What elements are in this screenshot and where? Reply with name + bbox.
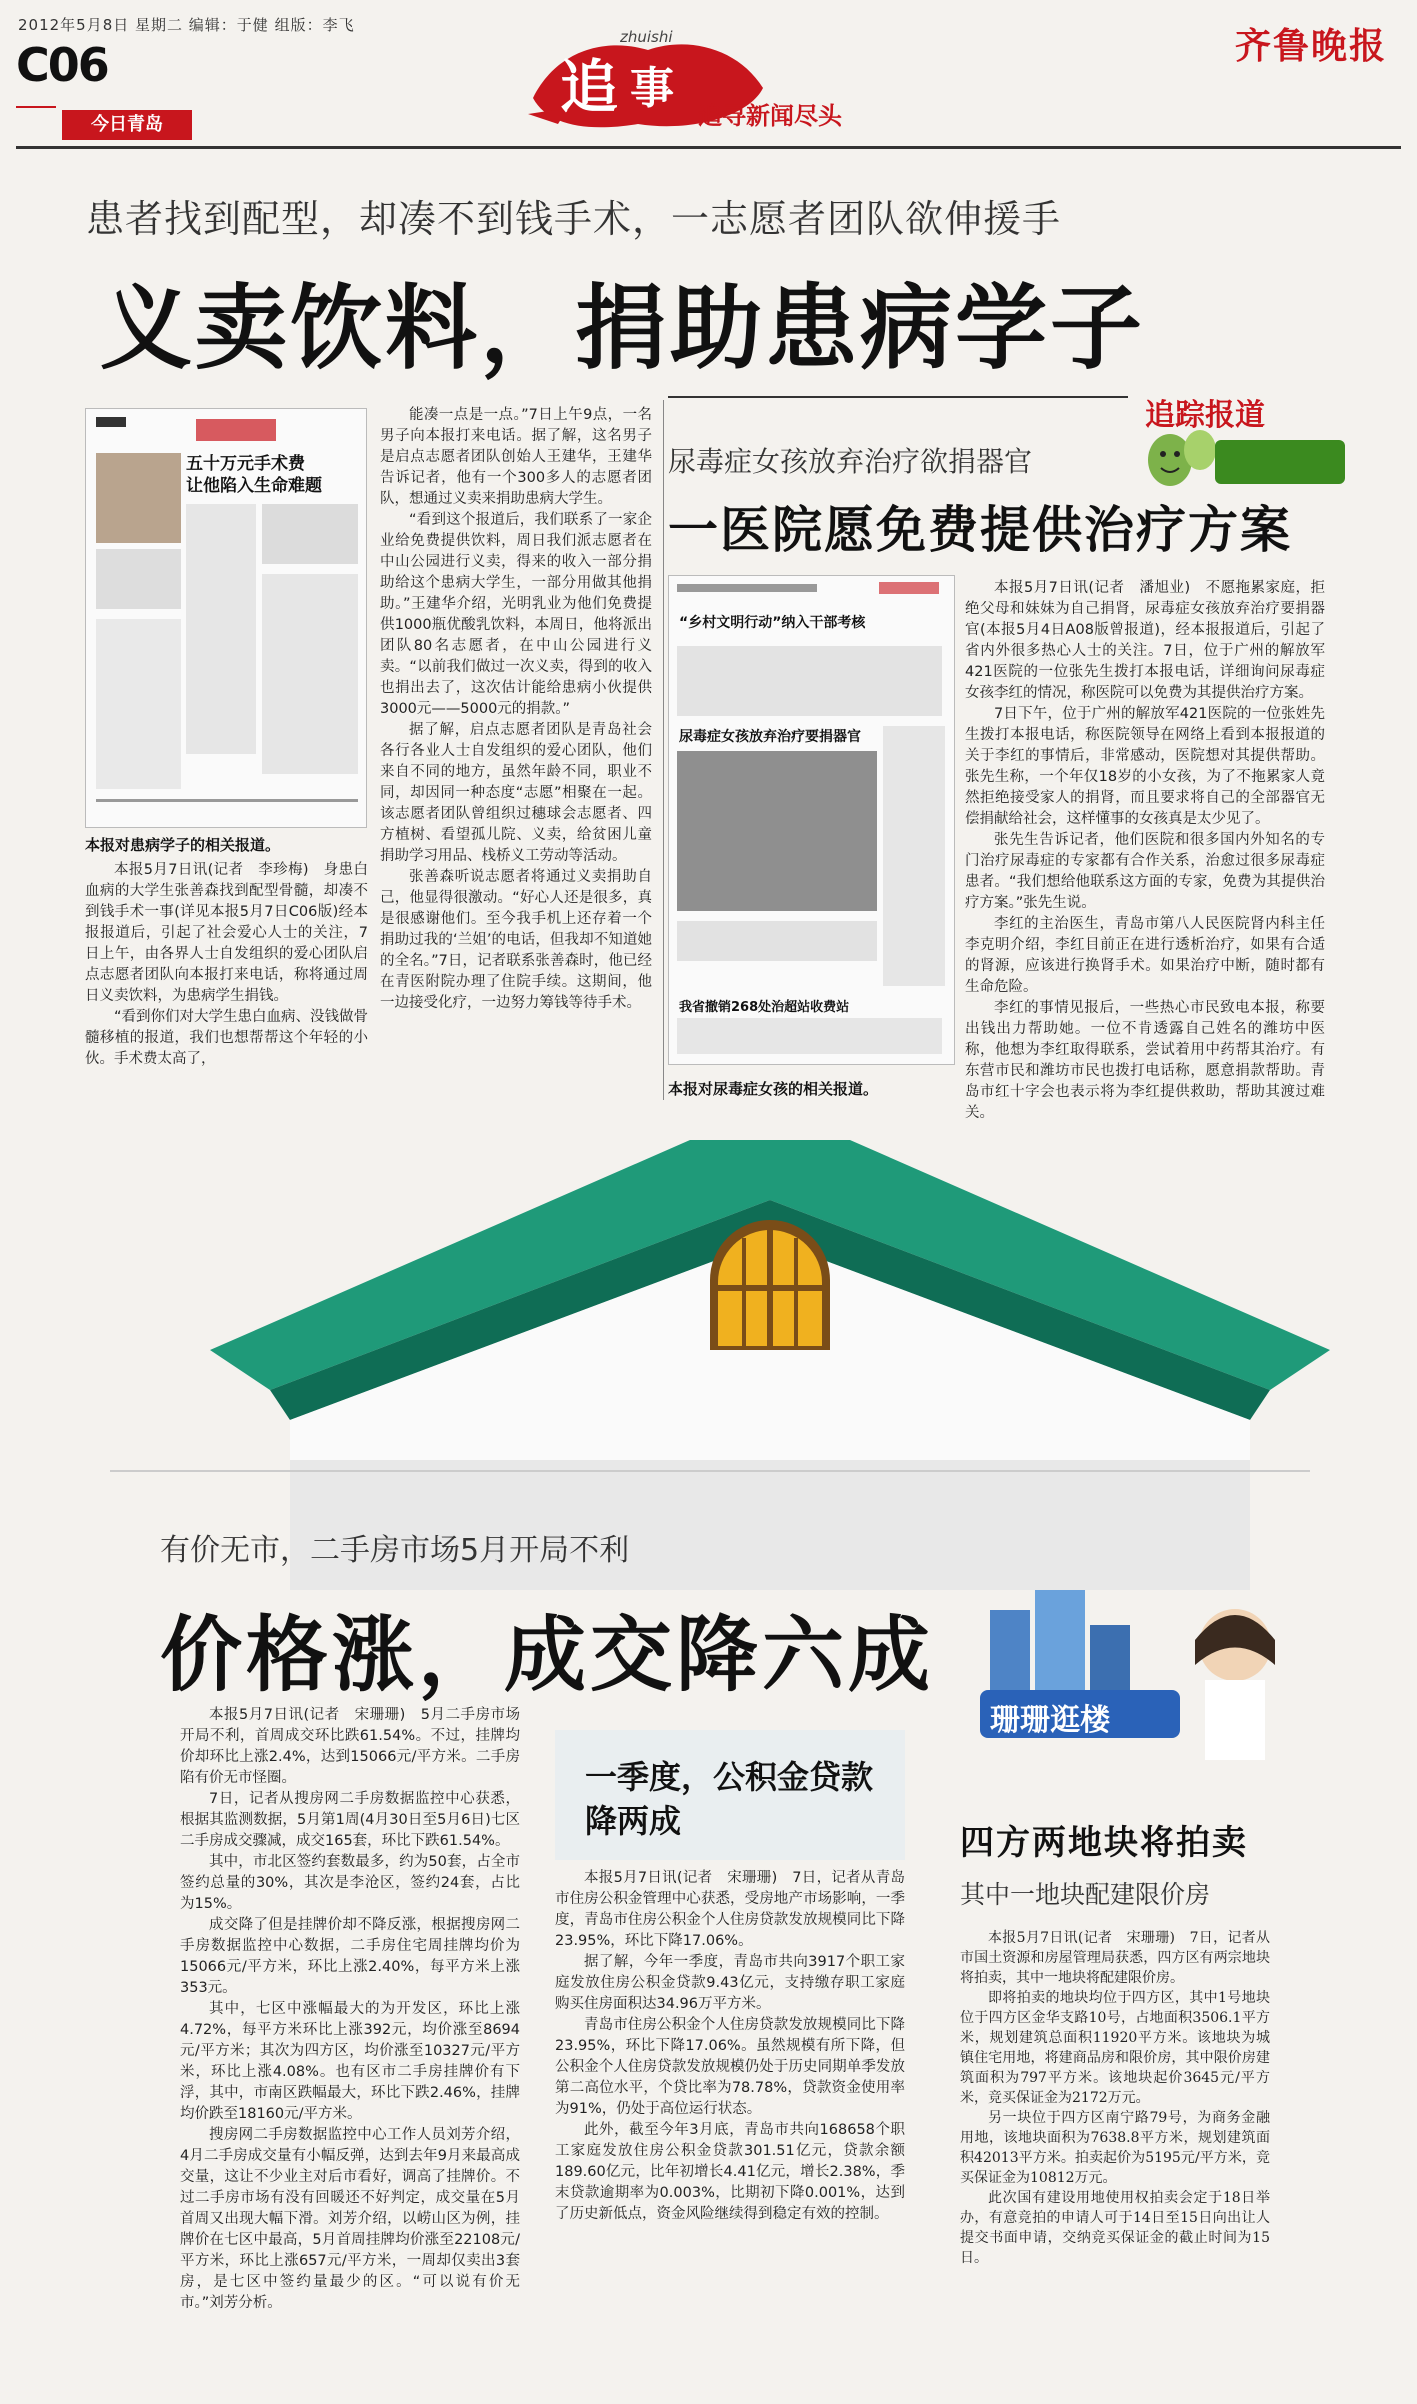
story1-col2-para: 据了解，启点志愿者团队是青岛社会各行各业人士自发组织的爱心团队，他们来自不同的地方，虽然年龄不同，职业不同，却因同一种态度“志愿”相聚在一起。该志愿者团队曾组织过穗球会志愿者、四方植树、看望孤儿院、义卖，给贫困儿童捐助学习用品、栈桥义工劳动等活动。 <box>380 722 652 864</box>
follow-up-badge-label: 追踪报道 <box>1145 398 1265 433</box>
thumb1-title-2: 让他陷入生命难题 <box>186 476 322 496</box>
story1b-para: 李红的事情见报后，一些热心市民致电本报，称要出钱出力帮助她。一位不肯透露自己姓名的潍坊中医称，他想为李红取得联系，尝试着用中药帮其治疗。有东营市民和潍坊市民也拨打电话称，愿意捐款帮助。青岛市红十字会也表示将为李红提供救助，帮助其渡过难关。 <box>965 1000 1325 1121</box>
story3-para: 此外，截至今年3月底，青岛市共向168658个职工家庭发放住房公积金贷款301.51亿元，贷款余额189.60亿元，比年初增长4.41亿元，增长2.38%，季末贷款逾期率为0.003%，比期初下降0.001%，达到了历史新低点，资金风险继续得到稳定有效的控制。 <box>555 2122 905 2222</box>
story1b-para: 7日下午，位于广州的解放军421医院的一位张姓先生拨打本报电话，称医院领导在网络上看到本报报道的关于李红的事情后，非常感动，医院想对其提供帮助。张先生称，一个年仅18岁的小女孩，为了不拖累家人竟然拒绝接受家人的捐肾，而且要求将自己的全部器官无偿捐献给社会，这样懂事的女孩真是太少见了。 <box>965 706 1325 827</box>
story4-para: 此次国有建设用地使用权拍卖会定于18日举办，有意竞拍的申请人可于14日至15日向出让人提交书面申请，交纳竞买保证金的截止时间为15日。 <box>960 2190 1270 2266</box>
story1b-para: 本报5月7日讯(记者 潘旭业) 不愿拖累家庭，拒绝父母和妹妹为自己捐肾，尿毒症女孩放弃治疗要捐器官(本报5月4日A08版曾报道)，经本报报道后，引起了省内外很多热心人士的关注。7日，位于广州的解放军421医院的一位张先生拨打本报电话，详细询问尿毒症女孩李红的情况，称医院可以免费为其提供治疗方案。 <box>965 580 1325 701</box>
section-tag: 今日青岛 <box>62 110 192 140</box>
story1b-clipping-thumbnail <box>668 575 955 1065</box>
story1-col2-para: 张善森听说志愿者将通过义卖捐助自己，他显得很激动。“好心人还是很多，真是很感谢他们。至今我手机上还存着一个捐助过我的‘兰姐’的电话，但我却不知道她的全名。”7日，记者联系张善森时，他已经在青医附院办理了住院手续。这期间，他一边接受化疗，一边努力筹钱等待手术。 <box>380 869 652 1011</box>
story2-para: 其中，七区中涨幅最大的为开发区，环比上涨4.72%，每平方米环比上涨392元，均价涨至8694元/平方米；其次为四方区，均价涨至10327元/平方米，环比上涨4.08%。也有区市二手房挂牌价有下浮，其中，市南区跌幅最大，环比下跌2.46%，挂牌均价跌至18160元/平方米。 <box>180 2001 520 2122</box>
story2-para: 成交降了但是挂牌价却不降反涨，根据搜房网二手房数据监控中心数据，二手房住宅周挂牌均价为15066元/平方米，环比上涨2.40%，每平方米上涨353元。 <box>180 1917 520 1996</box>
story2-headline: 价格涨，成交降六成 <box>160 1608 935 1703</box>
header-rule <box>16 146 1401 149</box>
column-divider <box>663 400 664 1100</box>
zhuishi-char-2: 事 <box>630 63 674 114</box>
story3-para: 据了解，今年一季度，青岛市共向3917个职工家庭发放住房公积金贷款9.43亿元，支持缴存职工家庭购买住房面积达34.96万平方米。 <box>555 1954 905 2012</box>
thumb2-headline-3: 我省撤销268处治超站收费站 <box>679 1000 850 1015</box>
story1-col1-para: 本报5月7日讯(记者 李珍梅) 身患白血病的大学生张善森找到配型骨髓，却凑不到钱手术一事(详见本报5月7日C06版)经本报报道后，引起了社会爱心人士的关注，7日上午，由各界人士自发组织的爱心团队启点志愿者团队向本报打来电话，称将通过周日义卖饮料，为患病学生捐钱。 <box>85 862 368 1004</box>
story1-col1-para: “看到你们对大学生患白血病、没钱做骨髓移植的报道，我们也想帮帮这个年轻的小伙。手术费太高了， <box>85 1009 369 1067</box>
story1-col2-para: 能凑一点是一点。”7日上午9点，一名男子向本报打来电话。据了解，这名男子是启点志愿者团队创始人王建华，王建华告诉记者，他有一个300多人的志愿者团队，想通过义卖来捐助患病大学生。 <box>380 407 652 507</box>
thumb1-title-1: 五十万元手术费 <box>186 454 305 474</box>
story1b-thumb-caption: 本报对尿毒症女孩的相关报道。 <box>668 1080 879 1098</box>
story2-para: 7日，记者从搜房网二手房数据监控中心获悉，根据其监测数据，5月第1周(4月30日至5月6日)七区二手房成交骤减，成交165套，环比下跌61.54%。 <box>180 1791 520 1849</box>
house-roof-graphic <box>210 1120 1330 1590</box>
story2-kicker: 有价无市，二手房市场5月开局不利 <box>160 1533 630 1568</box>
story1-kicker: 患者找到配型，却凑不到钱手术，一志愿者团队欲伸援手 <box>86 197 1062 241</box>
zhuishi-pinyin: zhuishi <box>620 28 673 46</box>
issue-meta: 2012年5月8日 星期二 编辑：于健 组版：李飞 <box>18 16 355 34</box>
shanshan-badge-label: 珊珊逛楼 <box>990 1703 1110 1738</box>
zhuishi-slogan: 追寻新闻尽头 <box>698 102 842 130</box>
story2-para: 其中，市北区签约套数最多，约为50套，占全市签约总量的30%，其次是李沧区，签约24套，占比为15%。 <box>180 1854 520 1912</box>
story1-column-2 <box>380 405 652 1014</box>
thumb2-headline-2: 尿毒症女孩放弃治疗要捐器官 <box>679 729 861 745</box>
story1-column-1 <box>85 860 368 1070</box>
header-accent-rule <box>16 106 56 108</box>
story1-col2-para: “看到这个报道后，我们联系了一家企业给免费提供饮料，周日我们派志愿者在中山公园进行义卖，得来的收入一部分捐助给这个患病大学生，一部分用做其他捐助。”王建华介绍，光明乳业为他们免费提供1000瓶优酸乳饮料，本周日，他将派出团队80名志愿者，在中山公园进行义卖。“以前我们做过一次义卖，得到的收入也捐出去了，这次估计能给患病小伙提供3000元——5000元的捐款。” <box>380 512 652 717</box>
story3-title: 一季度，公积金贷款降两成 <box>585 1758 874 1840</box>
zhuishi-char-1: 追 <box>560 53 619 121</box>
story2-para: 搜房网二手房数据监控中心工作人员刘芳介绍，4月二手房成交量有小幅反弹，达到去年9月来最高成交量，这让不少业主对后市看好，调高了挂牌价。不过二手房市场有没有回暖还不好判定，成交量在5月首周又出现大幅下滑。刘芳介绍，以崂山区为例，挂牌价在七区中最高，5月首周挂牌均价涨至22108元/平方米，环比上涨657元/平方米，一周却仅卖出3套房，是七区中签约量最少的区。“可以说有价无市。”刘芳分析。 <box>180 2127 520 2311</box>
story2-para: 本报5月7日讯(记者 宋珊珊) 5月二手房市场开局不利，首周成交环比跌61.54%。不过，挂牌均价却环比上涨2.4%，达到15066元/平方米。二手房陷有价无市怪圈。 <box>180 1707 520 1786</box>
story4-subhead: 其中一地块配建限价房 <box>960 1880 1211 1909</box>
story4-para: 即将拍卖的地块均位于四方区，其中1号地块位于四方区金华支路10号，占地面积3506.1平方米，规划建筑总面积11920平方米。该地块为城镇住宅用地，将建商品房和限价房，其中限价房建筑面积为797平方米。该地块起价3645元/平方米，竞买保证金为2172万元。 <box>960 1990 1270 2106</box>
story1-headline: 义卖饮料，捐助患病学子 <box>100 275 1146 382</box>
story2-column <box>180 1705 520 2314</box>
story1b-para: 李红的主治医生，青岛市第八人民医院肾内科主任李克明介绍，李红目前正在进行透析治疗，如果有合适的肾源，应该进行换肾手术。如果治疗中断，随时都有生命危险。 <box>965 916 1325 995</box>
story4-para: 本报5月7日讯(记者 宋珊珊) 7日，记者从市国土资源和房屋管理局获悉，四方区有两宗地块将拍卖，其中一地块将配建限价房。 <box>960 1930 1270 1986</box>
story1b-para: 张先生告诉记者，他们医院和很多国内外知名的专门治疗尿毒症的专家都有合作关系，治愈过很多尿毒症患者。“我们想给他联系这方面的专家，免费为其提供治疗方案。”张先生说。 <box>965 832 1325 911</box>
story4-column <box>960 1928 1270 2268</box>
story1b-column <box>965 578 1325 1124</box>
thumb2-headline-1: “乡村文明行动”纳入干部考核 <box>679 615 866 631</box>
newspaper-brand: 齐鲁晚报 <box>1235 25 1388 67</box>
story3-para: 本报5月7日讯(记者 宋珊珊) 7日，记者从青岛市住房公积金管理中心获悉，受房地产市场影响，一季度，青岛市住房公积金个人住房贷款发放规模同比下降23.95%，环比下降17.06%。 <box>555 1870 905 1949</box>
story1-clipping-thumbnail <box>85 408 367 828</box>
house-section-rule <box>110 1470 1310 1472</box>
story4-para: 另一块位于四方区南宁路79号，为商务金融用地，该地块面积为7638.8平方米，规划建筑面积42013平方米。拍卖起价为5195元/平方米，竞买保证金为10812万元。 <box>960 2110 1270 2186</box>
story1b-kicker: 尿毒症女孩放弃治疗欲捐器官 <box>668 445 1033 478</box>
story1b-headline: 一医院愿免费提供治疗方案 <box>668 501 1292 559</box>
story3-para: 青岛市住房公积金个人住房贷款发放规模同比下降23.95%，环比下降17.06%。虽然规模有所下降，但公积金个人住房贷款发放规模仍处于历史同期单季发放第二高位水平，个贷比率为78.78%，贷款资金使用率为91%，仍处于高位运行状态。 <box>555 2017 905 2117</box>
story1-thumb-caption: 本报对患病学子的相关报道。 <box>85 836 281 854</box>
story1b-top-rule <box>668 396 1128 398</box>
page-number: C06 <box>16 38 108 92</box>
story4-headline: 四方两地块将拍卖 <box>960 1823 1248 1863</box>
story3-column <box>555 1868 905 2225</box>
